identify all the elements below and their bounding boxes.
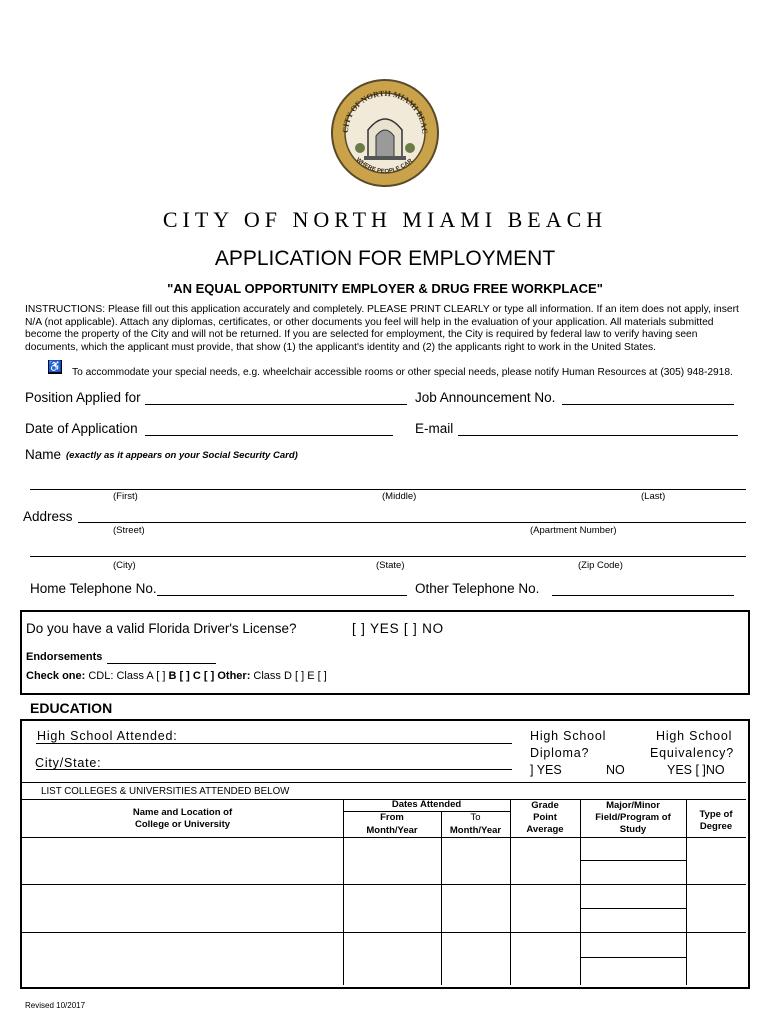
major-header-3: Study bbox=[619, 824, 647, 835]
high-school-attended-field[interactable] bbox=[36, 743, 512, 744]
gpa-header-3: Average bbox=[526, 824, 564, 835]
college-name-header-2: College or University bbox=[134, 819, 231, 830]
instructions-text: INSTRUCTIONS: Please fill out this application accurately and completely. PLEASE PRINT CLEARLY or type all information. If an item does not apply, insert N/A (not applicable). Attach any diplomas, certificates, or other documents you feel will help in the evaluation of your application. All materials submitted become the property of the City and will not be returned. If you are selected for employment, the City is required by federal law to verify having seen documents, which the applicant must provide, that show (1) the applicant's identity and (2) the applicants right to work in the United States. bbox=[25, 304, 739, 353]
eeo-statement: "AN EQUAL OPPORTUNITY EMPLOYER & DRUG FREE WORKPLACE" bbox=[167, 281, 603, 296]
major-row-line bbox=[580, 908, 686, 909]
job-announcement-label: Job Announcement No. bbox=[415, 390, 556, 405]
degree-header bbox=[686, 809, 746, 833]
first-name-caption: (First) bbox=[113, 491, 138, 502]
table-row-line bbox=[22, 932, 746, 933]
check-one-label: Check one: bbox=[26, 670, 86, 682]
college-name-header-1: Name and Location of bbox=[132, 807, 233, 818]
city-state-label: City/State: bbox=[35, 756, 102, 770]
license-yes-no[interactable]: [ ] YES [ ] NO bbox=[352, 621, 444, 636]
seal-bottom-text: WHERE PEOPLE CAR bbox=[354, 157, 414, 176]
date-of-application-field[interactable] bbox=[145, 435, 393, 436]
email-label: E-mail bbox=[415, 421, 454, 436]
table-row-line bbox=[22, 884, 746, 885]
page-title: APPLICATION FOR EMPLOYMENT bbox=[214, 247, 556, 270]
education-box bbox=[20, 719, 750, 989]
wheelchair-icon: ♿ bbox=[48, 361, 62, 373]
from-header: From bbox=[380, 812, 404, 823]
hs-equivalency-label-1: High School bbox=[656, 729, 733, 743]
endorsements-label: Endorsements bbox=[26, 651, 103, 663]
name-field[interactable] bbox=[30, 489, 746, 490]
middle-name-caption: (Middle) bbox=[382, 491, 417, 502]
city-seal-logo bbox=[330, 78, 440, 188]
other-label: Other: bbox=[217, 670, 251, 682]
name-label: Name bbox=[25, 447, 62, 462]
high-school-attended-label: High School Attended: bbox=[37, 729, 178, 743]
zip-caption: (Zip Code) bbox=[578, 560, 623, 571]
position-applied-label: Position Applied for bbox=[25, 390, 141, 405]
state-caption: (State) bbox=[376, 560, 405, 571]
degree-header-2: Degree bbox=[699, 821, 733, 832]
accessibility-note: To accommodate your special needs, e.g. wheelchair accessible rooms or other special needs, please notify Human Resources at (305) 948-2918. bbox=[72, 367, 733, 378]
degree-header-1: Type of bbox=[699, 809, 733, 820]
from-month-year: Month/Year bbox=[366, 825, 418, 836]
col-divider-2 bbox=[441, 811, 442, 985]
date-of-application-label: Date of Application bbox=[25, 421, 138, 436]
education-title: EDUCATION bbox=[30, 700, 113, 716]
address-label: Address bbox=[23, 509, 73, 524]
street-field[interactable] bbox=[78, 522, 746, 523]
hs-diploma-label-2: Diploma? bbox=[530, 746, 590, 760]
hs-diploma-yes[interactable]: ] YES bbox=[530, 763, 562, 777]
gpa-header-1: Grade bbox=[531, 800, 559, 811]
to-month-year: Month/Year bbox=[449, 825, 502, 836]
hs-equivalency-label-2: Equivalency? bbox=[650, 746, 734, 760]
other-telephone-field[interactable] bbox=[552, 595, 734, 596]
street-caption: (Street) bbox=[113, 525, 145, 536]
license-question: Do you have a valid Florida Driver's License? bbox=[26, 621, 297, 636]
gpa-header bbox=[510, 800, 580, 836]
to-header: To bbox=[470, 812, 481, 823]
gpa-header-2: Point bbox=[533, 812, 557, 823]
cdl-class-a[interactable]: CDL: Class A [ ] bbox=[88, 670, 166, 682]
home-telephone-field[interactable] bbox=[157, 595, 407, 596]
college-name-header bbox=[22, 807, 343, 831]
apartment-caption: (Apartment Number) bbox=[530, 525, 617, 536]
email-field[interactable] bbox=[458, 435, 738, 436]
home-telephone-label: Home Telephone No. bbox=[30, 581, 157, 596]
major-header-1: Major/Minor bbox=[606, 800, 660, 811]
city-state-field[interactable] bbox=[36, 769, 512, 770]
job-announcement-field[interactable] bbox=[562, 404, 734, 405]
major-row-line bbox=[580, 860, 686, 861]
hs-diploma-no[interactable]: NO bbox=[606, 763, 625, 777]
list-colleges-label: LIST COLLEGES & UNIVERSITIES ATTENDED BELOW bbox=[41, 786, 290, 797]
city-state-zip-field[interactable] bbox=[30, 556, 746, 557]
cdl-class-c[interactable]: C [ ] bbox=[192, 670, 215, 682]
major-row-line bbox=[580, 957, 686, 958]
revised-date: Revised 10/2017 bbox=[25, 1001, 86, 1010]
seal-top-text: CITY OF NORTH MIAMI BEAC bbox=[340, 88, 430, 135]
dates-attended-header: Dates Attended bbox=[391, 799, 462, 810]
name-note: (exactly as it appears on your Social Security Card) bbox=[66, 450, 298, 461]
other-classes[interactable]: Class D [ ] E [ ] bbox=[253, 670, 327, 682]
position-applied-field[interactable] bbox=[145, 404, 407, 405]
cdl-class-b[interactable]: B [ ] bbox=[168, 670, 190, 682]
city-title: CITY OF NORTH MIAMI BEACH bbox=[162, 207, 608, 232]
major-header-2: Field/Program of bbox=[595, 812, 671, 823]
last-name-caption: (Last) bbox=[641, 491, 666, 502]
city-caption: (City) bbox=[113, 560, 136, 571]
divider bbox=[22, 782, 746, 783]
cdl-check-row[interactable] bbox=[26, 670, 327, 682]
hs-equivalency-yes-no[interactable]: YES [ ]NO bbox=[667, 763, 725, 777]
table-header-line bbox=[22, 837, 746, 838]
hs-diploma-label-1: High School bbox=[530, 729, 607, 743]
endorsements-field[interactable] bbox=[107, 663, 216, 664]
other-telephone-label: Other Telephone No. bbox=[415, 581, 540, 596]
major-header bbox=[580, 800, 686, 836]
